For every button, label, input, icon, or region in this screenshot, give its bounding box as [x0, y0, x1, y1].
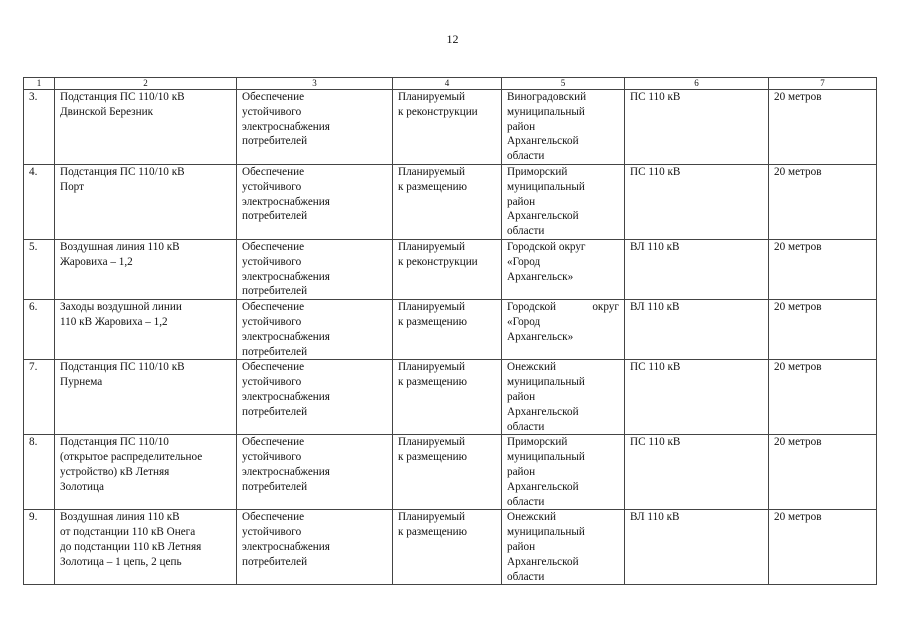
object-name: Подстанция ПС 110/10 кВ Порт: [55, 164, 237, 239]
object-status: Планируемый к реконструкции: [393, 90, 502, 165]
row-number: 7.: [24, 360, 55, 435]
table-row: [24, 300, 877, 360]
object-type: ВЛ 110 кВ: [625, 300, 769, 360]
protection-zone: 20 метров: [769, 239, 877, 299]
object-status: Планируемый к размещению: [393, 164, 502, 239]
object-status: Планируемый к размещению: [393, 300, 502, 360]
column-header: 6: [625, 78, 769, 90]
object-location: Приморский муниципальный район Архангельской области: [502, 435, 625, 510]
object-location: Приморский муниципальный район Архангельской области: [502, 164, 625, 239]
object-location: Онежский муниципальный район Архангельской области: [502, 510, 625, 585]
object-name: Воздушная линия 110 кВ от подстанции 110 кВ Онега до подстанции 110 кВ Летняя Золотица – 1 цепь, 2 цепь: [55, 510, 237, 585]
protection-zone: 20 метров: [769, 164, 877, 239]
object-purpose: Обеспечение устойчивого электроснабжения потребителей: [237, 360, 393, 435]
object-purpose: Обеспечение устойчивого электроснабжения потребителей: [237, 510, 393, 585]
row-number: 8.: [24, 435, 55, 510]
location-rest: «Город Архангельск»: [507, 315, 574, 343]
object-type: ПС 110 кВ: [625, 360, 769, 435]
object-status: Планируемый к размещению: [393, 435, 502, 510]
table-row: [24, 510, 877, 585]
object-location: [502, 300, 625, 360]
table-row: [24, 90, 877, 165]
row-number: 4.: [24, 164, 55, 239]
object-type: ПС 110 кВ: [625, 90, 769, 165]
location-word: Городской: [507, 301, 557, 314]
table-row: [24, 164, 877, 239]
object-location: Виноградовский муниципальный район Архангельской области: [502, 90, 625, 165]
row-number: 9.: [24, 510, 55, 585]
location-word: округ: [592, 301, 619, 314]
column-header: 7: [769, 78, 877, 90]
table-row: [24, 435, 877, 510]
row-number: 5.: [24, 239, 55, 299]
column-header: 1: [24, 78, 55, 90]
table-row: [24, 239, 877, 299]
object-name: Подстанция ПС 110/10 (открытое распределительное устройство) кВ Летняя Золотица: [55, 435, 237, 510]
object-purpose: Обеспечение устойчивого электроснабжения потребителей: [237, 164, 393, 239]
object-status: Планируемый к размещению: [393, 360, 502, 435]
protection-zone: 20 метров: [769, 435, 877, 510]
object-purpose: Обеспечение устойчивого электроснабжения потребителей: [237, 435, 393, 510]
column-header: 4: [393, 78, 502, 90]
protection-zone: 20 метров: [769, 510, 877, 585]
object-purpose: Обеспечение устойчивого электроснабжения потребителей: [237, 300, 393, 360]
object-status: Планируемый к реконструкции: [393, 239, 502, 299]
object-purpose: Обеспечение устойчивого электроснабжения потребителей: [237, 239, 393, 299]
column-header: 2: [55, 78, 237, 90]
page-number: 12: [446, 32, 459, 46]
header-row: [24, 78, 877, 90]
objects-table: [23, 77, 877, 585]
object-status: Планируемый к размещению: [393, 510, 502, 585]
protection-zone: 20 метров: [769, 300, 877, 360]
object-purpose: Обеспечение устойчивого электроснабжения потребителей: [237, 90, 393, 165]
object-type: ВЛ 110 кВ: [625, 239, 769, 299]
protection-zone: 20 метров: [769, 90, 877, 165]
object-location: Онежский муниципальный район Архангельской области: [502, 360, 625, 435]
protection-zone: 20 метров: [769, 360, 877, 435]
object-type: ВЛ 110 кВ: [625, 510, 769, 585]
column-header: 3: [237, 78, 393, 90]
object-name: Подстанция ПС 110/10 кВ Двинской Березник: [55, 90, 237, 165]
column-header: 5: [502, 78, 625, 90]
object-type: ПС 110 кВ: [625, 164, 769, 239]
location-first-line: [507, 300, 619, 315]
object-type: ПС 110 кВ: [625, 435, 769, 510]
object-name: Подстанция ПС 110/10 кВ Пурнема: [55, 360, 237, 435]
row-number: 3.: [24, 90, 55, 165]
table-row: [24, 360, 877, 435]
object-name: Воздушная линия 110 кВ Жаровиха – 1,2: [55, 239, 237, 299]
object-name: Заходы воздушной линии 110 кВ Жаровиха – 1,2: [55, 300, 237, 360]
object-location: Городской округ «Город Архангельск»: [502, 239, 625, 299]
row-number: 6.: [24, 300, 55, 360]
